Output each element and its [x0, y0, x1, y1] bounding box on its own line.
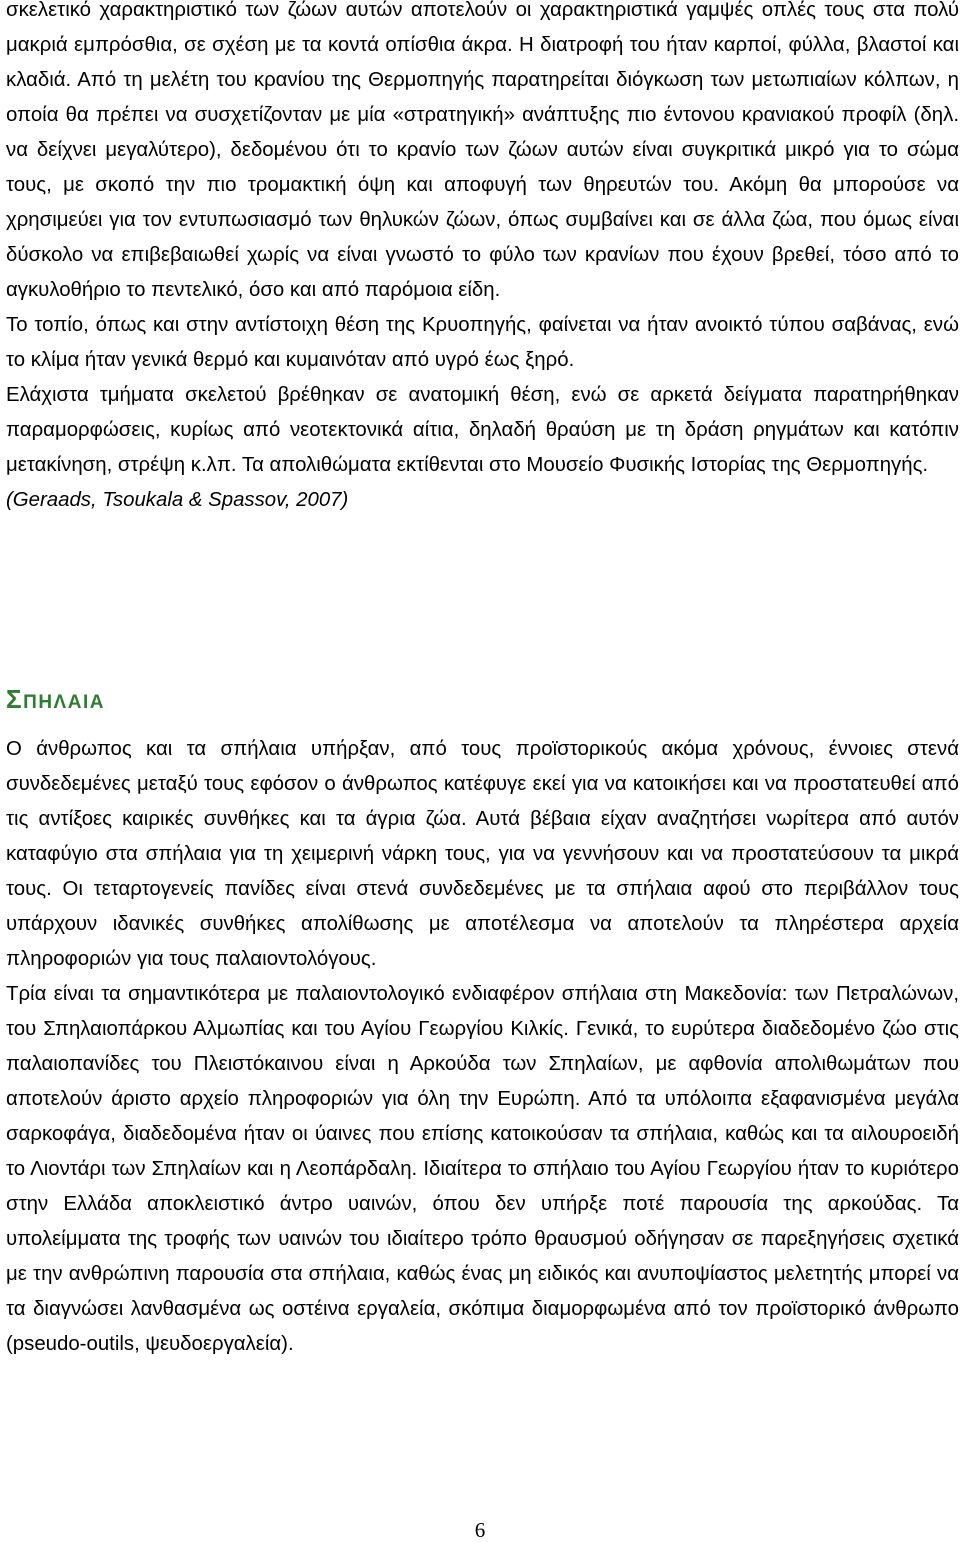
section-heading-initial: Σ	[6, 684, 24, 714]
paragraph-continuation: σκελετικό χαρακτηριστικό των ζώων αυτών αποτελούν οι χαρακτηριστικά γαμψές οπλές τους στα πολύ μακριά εμπρόσθια, σε σχέση με τα κοντά οπίσθια άκρα. Η διατροφή του ήταν καρποί, φύλλα, βλαστοί και κλαδιά. Από τη μελέτη του κρανίου της Θερμοπηγής παρατηρείται διόγκωση των μετωπιαίων κόλπων, η οποία θα πρέπει να συσχετίζονταν με μία «στρατηγική» ανάπτυξης πιο έντονου κρανιακού προφίλ (δηλ. να δείχνει μεγαλύτερο), δεδομένου ότι το κρανίο των ζώων αυτών είναι συγκριτικά μικρό για το σώμα τους, με σκοπό την πιο τρομακτική όψη και αποφυγή των θηρευτών του. Ακόμη θα μπορούσε να χρησιμεύει για τον εντυπωσιασμό των θηλυκών ζώων, όπως συμβαίνει και σε άλλα ζώα, που όμως είναι δύσκολο να επιβεβαιωθεί χωρίς να είναι γνωστό το φύλο των κρανίων που έχουν βρεθεί, τόσο από το αγκυλοθήριο το πεντελικό, όσο και από παρόμοια είδη.	[6, 0, 959, 301]
paragraph-skeleton: Ελάχιστα τμήματα σκελετού βρέθηκαν σε ανατομική θέση, ενώ σε αρκετά δείγματα παρατηρήθηκαν παραμορφώσεις, κυρίως από νεοτεκτονικά αίτια, δηλαδή θραύση με τη δράση ρηγμάτων και κατόπιν μετακίνηση, στρέψη κ.λπ. Τα απολιθώματα εκτίθενται στο Μουσείο Φυσικής Ιστορίας της Θερμοπηγής.	[6, 384, 959, 476]
paragraph-caves-macedonia: Τρία είναι τα σημαντικότερα με παλαιοντολογικό ενδιαφέρον σπήλαια στη Μακεδονία: των Πετραλώνων, του Σπηλαιοπάρκου Αλμωπίας και του Αγίου Γεωργίου Κιλκίς. Γενικά, το ευρύτερα διαδεδομένο ζώο στις παλαιοπανίδες του Πλειστόκαινου είναι η Αρκούδα των Σπηλαίων, με αφθονία απολιθωμάτων που αποτελούν άριστο αρχείο πληροφοριών για όλη την Ευρώπη. Από τα υπόλοιπα εξαφανισμένα μεγάλα σαρκοφάγα, διαδεδομένα ήταν οι ύαινες που επίσης κατοικούσαν τα σπήλαια, καθώς και τα αιλουροειδή το Λιοντάρι των Σπηλαίων και η Λεοπάρδαλη. Ιδιαίτερα το σπήλαιο του Αγίου Γεωργίου ήταν το κυριότερο στην Ελλάδα αποκλειστικό άντρο υαινών, όπου δεν υπήρξε ποτέ παρουσία της αρκούδας. Τα υπολείμματα της τροφής των υαινών του ιδιαίτερο τρόπο θραυσμού οδήγησαν σε παρεξηγήσεις σχετικά με την ανθρώπινη παρουσία στα σπήλαια, καθώς ένας μη ειδικός και ανυποψίαστος μελετητής μπορεί να τα διαγνώσει λανθασμένα ως οστέινα εργαλεία, σκόπιμα διαμορφωμένα από τον προϊστορικό άνθρωπο (pseudo-outils, ψευδοεργαλεία).	[6, 983, 959, 1355]
page-number: 6	[474, 1518, 486, 1542]
section-heading	[6, 686, 105, 713]
paragraph-landscape: Το τοπίο, όπως και στην αντίστοιχη θέση της Κρυοπηγής, φαίνεται να ήταν ανοικτό τύπου σαβάνας, ενώ το κλίμα ήταν γενικά θερμό και κυμαινόταν από υγρό έως ξηρό.	[6, 314, 959, 371]
section-heading-rest: ΠΗΛΑΙΑ	[23, 692, 105, 713]
paragraph-caves-intro: Ο άνθρωπος και τα σπήλαια υπήρξαν, από τους προϊστορικούς ακόμα χρόνους, έννοιες στενά συνδεδεμένες μεταξύ τους εφόσον ο άνθρωπος κατέφυγε εκεί για να κατοικήσει και να προστατευθεί από τις αντίξοες καιρικές συνθήκες και τα άγρια ζώα. Αυτά βέβαια είχαν αναζητήσει νωρίτερα από αυτόν καταφύγιο στα σπήλαια για τη χειμερινή νάρκη τους, για να γεννήσουν και να προστατεύσουν τα μικρά τους. Οι τεταρτογενείς πανίδες είναι στενά συνδεδεμένες με τα σπήλαια αφού στο περιβάλλον τους υπάρχουν ιδανικές συνθήκες απολίθωσης με αποτέλεσμα να αποτελούν τα πληρέστερα αρχεία πληροφοριών για τους παλαιοντολόγους.	[6, 738, 959, 970]
document-page	[6, 0, 959, 1355]
citation: (Geraads, Tsoukala & Spassov, 2007)	[6, 489, 349, 511]
section-body	[6, 732, 959, 1362]
